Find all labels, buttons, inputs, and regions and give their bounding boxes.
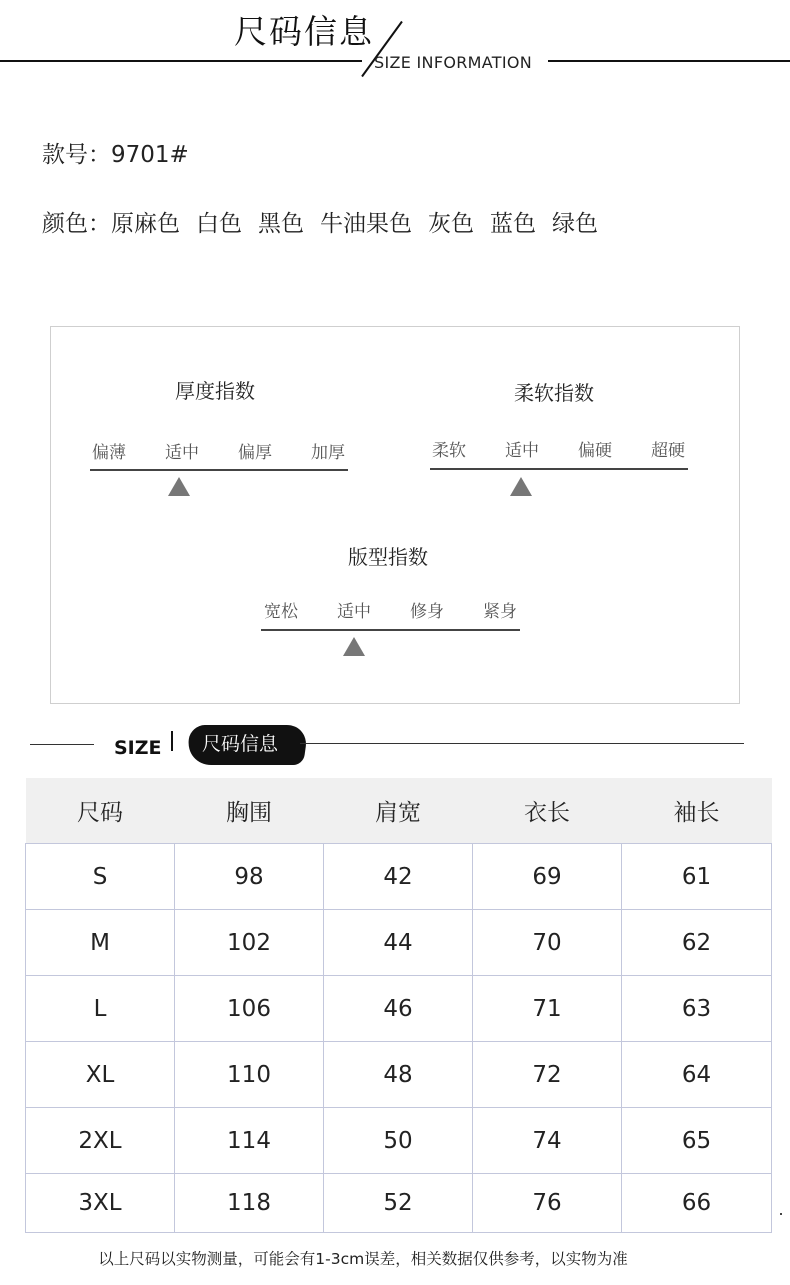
color-option: 绿色 bbox=[552, 211, 598, 237]
fit-option: 修身 bbox=[410, 602, 444, 622]
thickness-indicator-triangle-icon bbox=[168, 477, 190, 496]
table-cell: S bbox=[26, 844, 175, 910]
table-cell: 76 bbox=[473, 1174, 622, 1233]
table-cell: 63 bbox=[622, 976, 772, 1042]
model-number-row bbox=[42, 139, 189, 171]
softness-scale-line bbox=[430, 468, 688, 470]
fit-index-title: 版型指数 bbox=[348, 545, 428, 569]
table-cell: 70 bbox=[473, 910, 622, 976]
page-subtitle: SIZE INFORMATION bbox=[374, 53, 532, 72]
column-header: 袖长 bbox=[622, 778, 772, 844]
table-cell: L bbox=[26, 976, 175, 1042]
size-banner-line-left bbox=[30, 744, 94, 745]
softness-index-title: 柔软指数 bbox=[514, 381, 594, 405]
fit-option: 适中 bbox=[337, 602, 371, 622]
softness-option: 柔软 bbox=[432, 441, 466, 461]
table-cell: 2XL bbox=[26, 1108, 175, 1174]
softness-option: 偏硬 bbox=[578, 441, 612, 461]
table-cell: 62 bbox=[622, 910, 772, 976]
header-divider-left bbox=[0, 60, 362, 62]
column-header: 胸围 bbox=[175, 778, 324, 844]
table-row bbox=[26, 910, 772, 976]
column-header: 衣长 bbox=[473, 778, 622, 844]
fit-option: 宽松 bbox=[264, 602, 298, 622]
table-cell: 66 bbox=[622, 1174, 772, 1233]
table-cell: 74 bbox=[473, 1108, 622, 1174]
table-row bbox=[26, 976, 772, 1042]
model-value: 9701# bbox=[111, 142, 189, 168]
table-cell: 42 bbox=[324, 844, 473, 910]
table-header-row bbox=[26, 778, 772, 844]
size-table bbox=[25, 778, 772, 1233]
color-label: 颜色： bbox=[42, 211, 111, 237]
measurement-note: 以上尺码以实物测量，可能会有1-3cm误差，相关数据仅供参考，以实物为准 bbox=[98, 1250, 628, 1268]
color-option: 蓝色 bbox=[490, 211, 536, 237]
size-banner-title: 尺码信息 bbox=[202, 733, 279, 755]
softness-option: 适中 bbox=[505, 441, 539, 461]
table-cell: 61 bbox=[622, 844, 772, 910]
table-row bbox=[26, 1042, 772, 1108]
table-cell: 102 bbox=[175, 910, 324, 976]
softness-option: 超硬 bbox=[651, 441, 685, 461]
fit-indicator-triangle-icon bbox=[343, 637, 365, 656]
column-header: 尺码 bbox=[26, 778, 175, 844]
table-cell: 3XL bbox=[26, 1174, 175, 1233]
color-option: 黑色 bbox=[258, 211, 304, 237]
column-header: 肩宽 bbox=[324, 778, 473, 844]
fit-option: 紧身 bbox=[483, 602, 517, 622]
thickness-index-title: 厚度指数 bbox=[175, 379, 255, 403]
thickness-option: 偏薄 bbox=[92, 443, 126, 463]
size-banner-label: SIZE bbox=[114, 737, 162, 759]
table-cell: 98 bbox=[175, 844, 324, 910]
table-cell: 72 bbox=[473, 1042, 622, 1108]
table-row bbox=[26, 844, 772, 910]
table-row bbox=[26, 1174, 772, 1233]
table-cell: M bbox=[26, 910, 175, 976]
color-option: 灰色 bbox=[428, 211, 474, 237]
table-cell: 65 bbox=[622, 1108, 772, 1174]
thickness-scale-line bbox=[90, 469, 348, 471]
table-cell: 114 bbox=[175, 1108, 324, 1174]
table-cell: 48 bbox=[324, 1042, 473, 1108]
thickness-option: 偏厚 bbox=[238, 443, 272, 463]
header-divider-right bbox=[548, 60, 790, 62]
fabric-index-panel bbox=[50, 326, 740, 704]
table-cell: 69 bbox=[473, 844, 622, 910]
table-cell: 110 bbox=[175, 1042, 324, 1108]
softness-indicator-triangle-icon bbox=[510, 477, 532, 496]
size-banner-separator bbox=[171, 731, 173, 751]
table-cell: 71 bbox=[473, 976, 622, 1042]
thickness-option: 加厚 bbox=[311, 443, 345, 463]
table-cell: 118 bbox=[175, 1174, 324, 1233]
thickness-option: 适中 bbox=[165, 443, 199, 463]
table-row bbox=[26, 1108, 772, 1174]
color-option: 牛油果色 bbox=[320, 211, 412, 237]
table-cell: 46 bbox=[324, 976, 473, 1042]
color-option: 原麻色 bbox=[111, 211, 180, 237]
table-cell: 52 bbox=[324, 1174, 473, 1233]
table-cell: 44 bbox=[324, 910, 473, 976]
model-label: 款号： bbox=[42, 142, 111, 168]
color-option: 白色 bbox=[196, 211, 242, 237]
table-cell: 106 bbox=[175, 976, 324, 1042]
page-title: 尺码信息 bbox=[234, 12, 374, 51]
table-cell: 50 bbox=[324, 1108, 473, 1174]
fit-scale-line bbox=[261, 629, 520, 631]
table-cell: XL bbox=[26, 1042, 175, 1108]
decorative-dot bbox=[780, 1213, 782, 1215]
size-banner-line-right bbox=[300, 743, 744, 744]
table-cell: 64 bbox=[622, 1042, 772, 1108]
colors-row bbox=[42, 208, 614, 240]
